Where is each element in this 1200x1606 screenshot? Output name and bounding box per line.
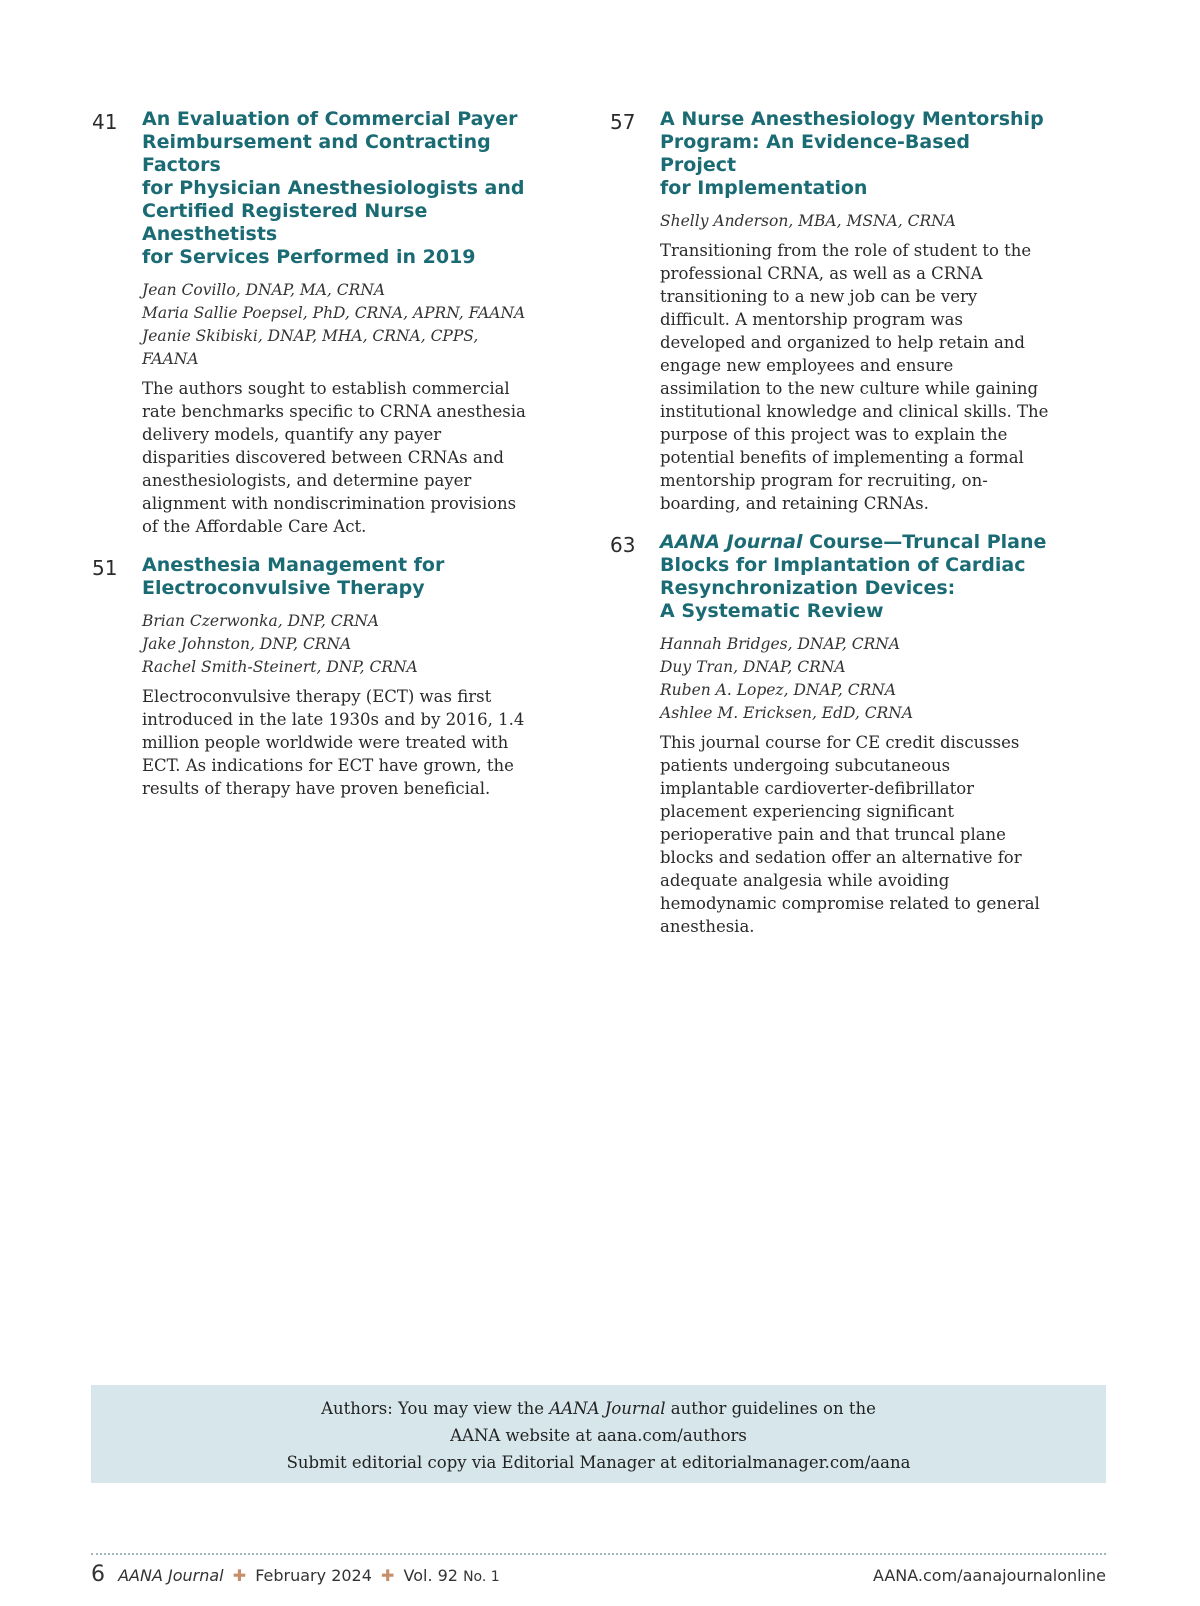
article-title[interactable]: [660, 531, 1050, 623]
author: Jean Covillo, DNAP, MA, CRNA: [142, 281, 386, 299]
page-footer: [91, 1562, 1106, 1588]
author-list: [142, 610, 532, 679]
title-line: for Services Performed in 2019: [142, 246, 476, 268]
author: Ruben A. Lopez, DNAP, CRNA: [660, 681, 897, 699]
separator-cross-icon: ✚: [232, 1566, 247, 1585]
title-line: Electroconvulsive Therapy: [142, 577, 425, 599]
title-line: A Nurse Anesthesiology Mentorship: [660, 108, 1044, 130]
title-line: for Physician Anesthesiologists and: [142, 177, 525, 199]
title-line: Resynchronization Devices:: [660, 577, 956, 599]
footer-url[interactable]: AANA.com/aanajournalonline: [872, 1566, 1106, 1585]
separator-cross-icon: ✚: [381, 1566, 395, 1585]
article-title[interactable]: [142, 108, 532, 269]
toc-entry[interactable]: [92, 554, 532, 800]
author: Rachel Smith-Steinert, DNP, CRNA: [142, 658, 418, 676]
article-abstract: This journal course for CE credit discusses patients undergoing subcutaneous implantable cardioverter-defibrillator placement experiencing significant perioperative pain and that truncal plane blocks and sedation offer an alternative for adequate analgesia while avoiding hemodynamic compromise related to general anesthesia.: [660, 733, 1040, 936]
title-line: for Implementation: [660, 177, 868, 199]
notice-text: author guidelines on the: [665, 1399, 876, 1418]
page-number: 57: [610, 110, 636, 134]
title-line: Certified Registered Nurse Anesthetists: [142, 200, 428, 245]
article-title[interactable]: [142, 554, 532, 600]
title-line: Reimbursement and Contracting Factors: [142, 131, 491, 176]
toc-entry[interactable]: [610, 531, 1050, 938]
article-abstract: The authors sought to establish commercial rate benchmarks specific to CRNA anesthesia delivery models, quantify any payer disparities discovered between CRNAs and anesthesiologists, and determine payer alignment with nondiscrimination provisions of the Affordable Care Act.: [142, 379, 526, 536]
left-column: [92, 108, 532, 816]
author: Maria Sallie Poepsel, PhD, CRNA, APRN, FAANA: [142, 304, 526, 322]
toc-entry[interactable]: [610, 108, 1050, 515]
footer-left: [91, 1562, 500, 1587]
author: Duy Tran, DNAP, CRNA: [660, 658, 846, 676]
author-list: [660, 210, 1050, 233]
footer-date: February 2024: [255, 1566, 372, 1585]
author-guidelines-notice: [91, 1385, 1106, 1483]
footer-page-number: 6: [91, 1562, 105, 1587]
page-number: 51: [92, 556, 118, 580]
footer-volume: Vol. 92: [403, 1566, 458, 1585]
title-line: An Evaluation of Commercial Payer: [142, 108, 518, 130]
journal-name: AANA Journal: [660, 531, 803, 553]
author: Ashlee M. Ericksen, EdD, CRNA: [660, 704, 914, 722]
author: Jeanie Skibiski, DNAP, MHA, CRNA, CPPS, FAANA: [142, 327, 479, 368]
page-number: 63: [610, 533, 636, 557]
notice-line: Submit editorial copy via Editorial Manager at editorialmanager.com/aana: [286, 1453, 911, 1472]
author: Hannah Bridges, DNAP, CRNA: [660, 635, 901, 653]
notice-text: Authors: You may view the: [321, 1399, 550, 1418]
author-list: [142, 279, 532, 371]
article-title[interactable]: [660, 108, 1050, 200]
title-line: Program: An Evidence-Based Project: [660, 131, 971, 176]
title-line: Blocks for Implantation of Cardiac: [660, 554, 1026, 576]
footer-issue: No. 1: [463, 1569, 500, 1585]
toc-entry[interactable]: [92, 108, 532, 538]
footer-divider: [91, 1553, 1106, 1555]
notice-line: [91, 1395, 1106, 1422]
title-line: Anesthesia Management for: [142, 554, 445, 576]
title-line: A Systematic Review: [660, 600, 884, 622]
article-abstract: Transitioning from the role of student to the professional CRNA, as well as a CRNA transitioning to a new job can be very difficult. A mentorship program was developed and organized to help retain and engage new employees and ensure assimilation to the new culture while gaining institutional knowledge and clinical skills. The purpose of this project was to explain the potential benefits of implementing a formal mentorship program for recruiting, on-boarding, and retaining CRNAs.: [660, 241, 1049, 513]
author: Brian Czerwonka, DNP, CRNA: [142, 612, 380, 630]
author: Shelly Anderson, MBA, MSNA, CRNA: [660, 212, 956, 230]
page-number: 41: [92, 110, 118, 134]
footer-journal: AANA Journal: [118, 1566, 224, 1585]
right-column: [610, 108, 1050, 954]
author-list: [660, 633, 1050, 725]
article-abstract: Electroconvulsive therapy (ECT) was first introduced in the late 1930s and by 2016, 1.4 million people worldwide were treated with ECT. As indications for ECT have grown, the results of therapy have proven beneficial.: [142, 687, 525, 798]
title-line: Course—Truncal Plane: [802, 531, 1047, 553]
journal-name: AANA Journal: [549, 1399, 666, 1418]
notice-line: AANA website at aana.com/authors: [450, 1426, 747, 1445]
author: Jake Johnston, DNP, CRNA: [142, 635, 352, 653]
